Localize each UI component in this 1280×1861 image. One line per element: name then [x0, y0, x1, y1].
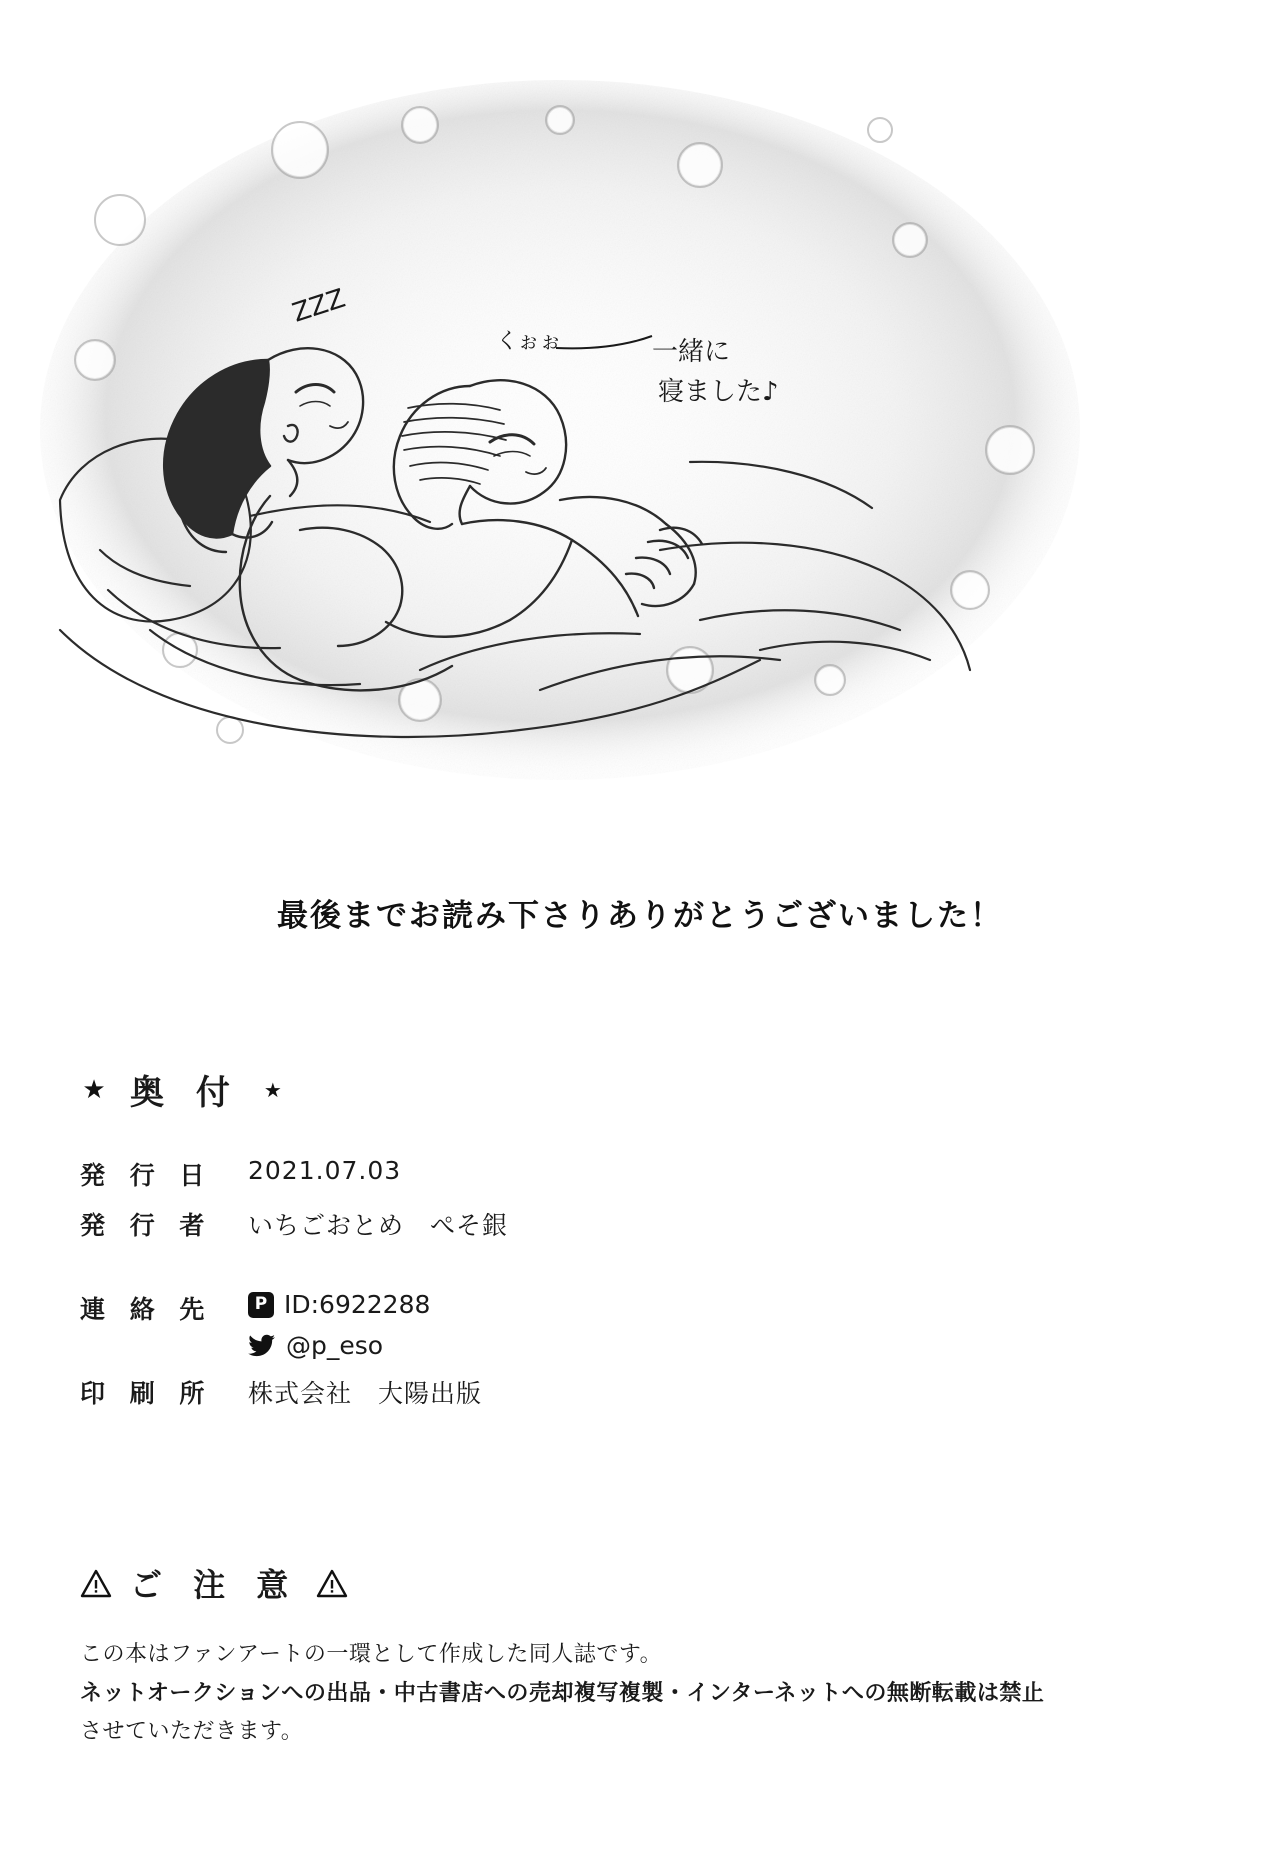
colophon-title: 奥 付	[130, 1073, 240, 1113]
star-icon-right: ★	[263, 1077, 282, 1102]
publish-date-label: 発 行 日	[80, 1161, 213, 1190]
warning-triangle-icon-left	[80, 1569, 112, 1598]
contact-item-twitter[interactable]	[248, 1331, 430, 1360]
contact-label: 連 絡 先	[80, 1295, 213, 1324]
publish-date-value: 2021.07.03	[248, 1156, 402, 1185]
publisher-row	[80, 1206, 1200, 1242]
notice-body	[80, 1640, 1200, 1747]
notice-line-2: ネットオークションへの出品・中古書店への売却複写複製・インターネットへの無断転載は禁止	[80, 1680, 1045, 1706]
notice-section	[80, 1560, 1200, 1756]
twitter-icon	[248, 1334, 276, 1358]
note-kuoo: くぉぉ	[496, 329, 562, 354]
warning-triangle-icon-right	[316, 1569, 348, 1598]
printer-row	[80, 1374, 1200, 1410]
pixiv-icon: P	[248, 1292, 274, 1318]
contact-list	[248, 1290, 430, 1360]
note-nemashita: 寝ました♪	[658, 377, 779, 407]
illustration-panel	[0, 30, 1280, 870]
colophon-section	[80, 1065, 1200, 1424]
notice-title: ご 注 意	[130, 1566, 299, 1604]
note-zzz: ZZZ	[288, 283, 349, 329]
star-icon-left: ★	[82, 1074, 106, 1105]
colophon-heading	[80, 1065, 1200, 1114]
notice-line-1: この本はファンアートの一環として作成した同人誌です。	[80, 1642, 663, 1667]
note-issho-ni: 一緒に	[652, 337, 731, 367]
sleeping-girls-sketch	[0, 30, 1280, 870]
contact-row	[80, 1290, 1200, 1360]
thank-you-message: 最後までお読み下さりありがとうございました！	[277, 898, 1003, 934]
twitter-handle-value: @p_eso	[286, 1331, 384, 1360]
publisher-value: いちごおとめ ぺそ銀	[248, 1211, 509, 1240]
notice-heading	[80, 1560, 1200, 1606]
notice-line-3: させていただきます。	[80, 1719, 304, 1745]
printer-value: 株式会社 大陽出版	[248, 1379, 483, 1408]
printer-label: 印 刷 所	[80, 1379, 213, 1408]
publisher-label: 発 行 者	[80, 1211, 213, 1240]
spacer	[80, 1256, 1200, 1290]
contact-item-pixiv[interactable]	[248, 1290, 430, 1319]
publish-date-row	[80, 1156, 1200, 1192]
pixiv-id-value: ID:6922288	[284, 1290, 431, 1319]
